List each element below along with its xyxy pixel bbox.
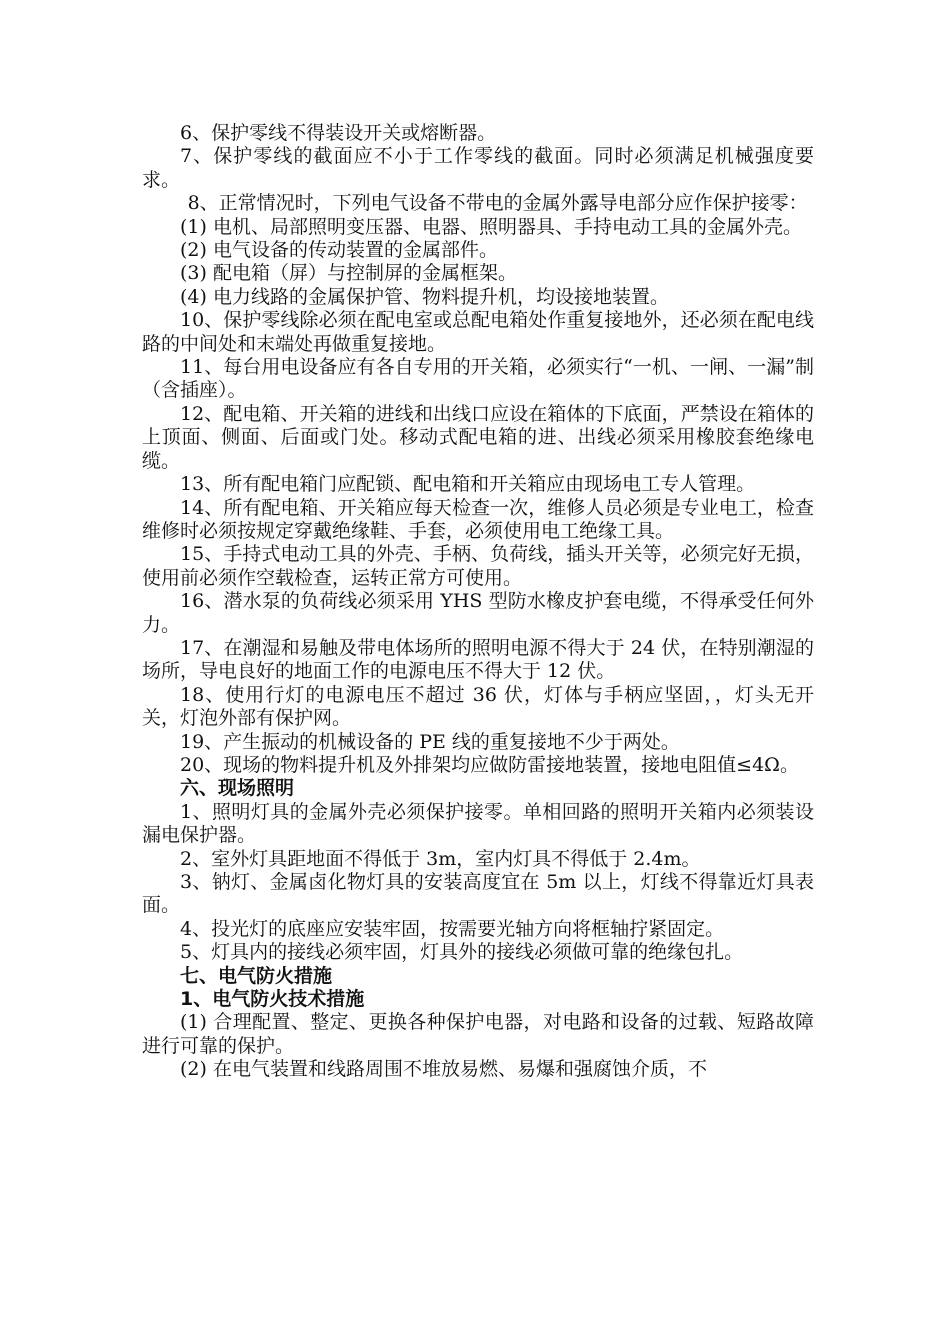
- paragraph: 3、钠灯、金属卤化物灯具的安装高度宜在 5m 以上，灯线不得靠近灯具表面。: [142, 871, 814, 917]
- paragraph: 16、潜水泵的负荷线必须采用 YHS 型防水橡皮护套电缆，不得承受任何外力。: [142, 590, 814, 636]
- paragraph: (3) 配电箱（屏）与控制屏的金属框架。: [180, 262, 517, 285]
- paragraph: (1) 合理配置、整定、更换各种保护电器，对电路和设备的过载、短路故障进行可靠的保护。: [142, 1011, 814, 1057]
- paragraph: 7、保护零线的截面应不小于工作零线的截面。同时必须满足机械强度要求。: [142, 145, 814, 191]
- paragraph: 8、正常情况时，下列电气设备不带电的金属外露导电部分应作保护接零：: [187, 192, 808, 215]
- paragraph: (2) 电气设备的传动装置的金属部件。: [180, 239, 498, 262]
- paragraph: 4、投光灯的底座应安装牢固，按需要光轴方向将框轴拧紧固定。: [180, 917, 725, 940]
- paragraph: 12、配电箱、开关箱的进线和出线口应设在箱体的下底面，严禁设在箱体的上顶面、侧面、后面或门处。移动式配电箱的进、出线必须采用橡胶套绝缘电缆。: [142, 402, 814, 472]
- paragraph: (4) 电力线路的金属保护管、物料提升机，均设接地装置。: [180, 285, 669, 308]
- paragraph: 15、手持式电动工具的外壳、手柄、负荷线，插头开关等，必须完好无损，使用前必须作空载检查，运转正常方可使用。: [142, 543, 814, 589]
- paragraph: 19、产生振动的机械设备的 PE 线的重复接地不少于两处。: [180, 730, 680, 753]
- paragraph: 11、每台用电设备应有各自专用的开关箱，必须实行“一机、一闸、一漏”制（含插座）。: [142, 356, 814, 402]
- paragraph: 18、使用行灯的电源电压不超过 36 伏，灯体与手柄应坚固，，灯头无开关，灯泡外部有保护网。: [142, 683, 814, 730]
- paragraph: 1、照明灯具的金属外壳必须保护接零。单相回路的照明开关箱内必须装设漏电保护器。: [142, 800, 814, 847]
- paragraph: 10、保护零线除必须在配电室或总配电箱处作重复接地外，还必须在配电线路的中间处和末端处再做重复接地。: [142, 309, 814, 355]
- section-heading: 七、电气防火措施: [180, 964, 333, 987]
- paragraph: 20、现场的物料提升机及外排架均应做防雷接地装置，接地电阻值≤4Ω。: [180, 753, 799, 776]
- section-heading: 六、现场照明: [180, 777, 295, 800]
- paragraph: (1) 电机、局部照明变压器、电器、照明器具、手持电动工具的金属外壳。: [180, 215, 802, 238]
- paragraph: 13、所有配电箱门应配锁、配电箱和开关箱应由现场电工专人管理。: [180, 473, 756, 496]
- paragraph: 17、在潮湿和易触及带电体场所的照明电源不得大于 24 伏，在特别潮湿的场所，导电良好的地面工作的电源电压不得大于 12 伏。: [142, 636, 814, 683]
- document-page: [142, 122, 814, 1082]
- paragraph: 5、灯具内的接线必须牢固，灯具外的接线必须做可靠的绝缘包扎。: [180, 941, 744, 964]
- paragraph: 6、保护零线不得装设开关或熔断器。: [180, 122, 497, 144]
- paragraph: (2) 在电气装置和线路周围不堆放易燃、易爆和强腐蚀介质，不: [180, 1058, 707, 1081]
- section-heading: 1、电气防火技术措施: [180, 988, 365, 1011]
- paragraph: 14、所有配电箱、开关箱应每天检查一次，维修人员必须是专业电工，检查维修时必须按规定穿戴绝缘鞋、手套，必须使用电工绝缘工具。: [142, 496, 814, 542]
- paragraph: 2、室外灯具距地面不得低于 3m，室内灯具不得低于 2.4m。: [180, 847, 701, 870]
